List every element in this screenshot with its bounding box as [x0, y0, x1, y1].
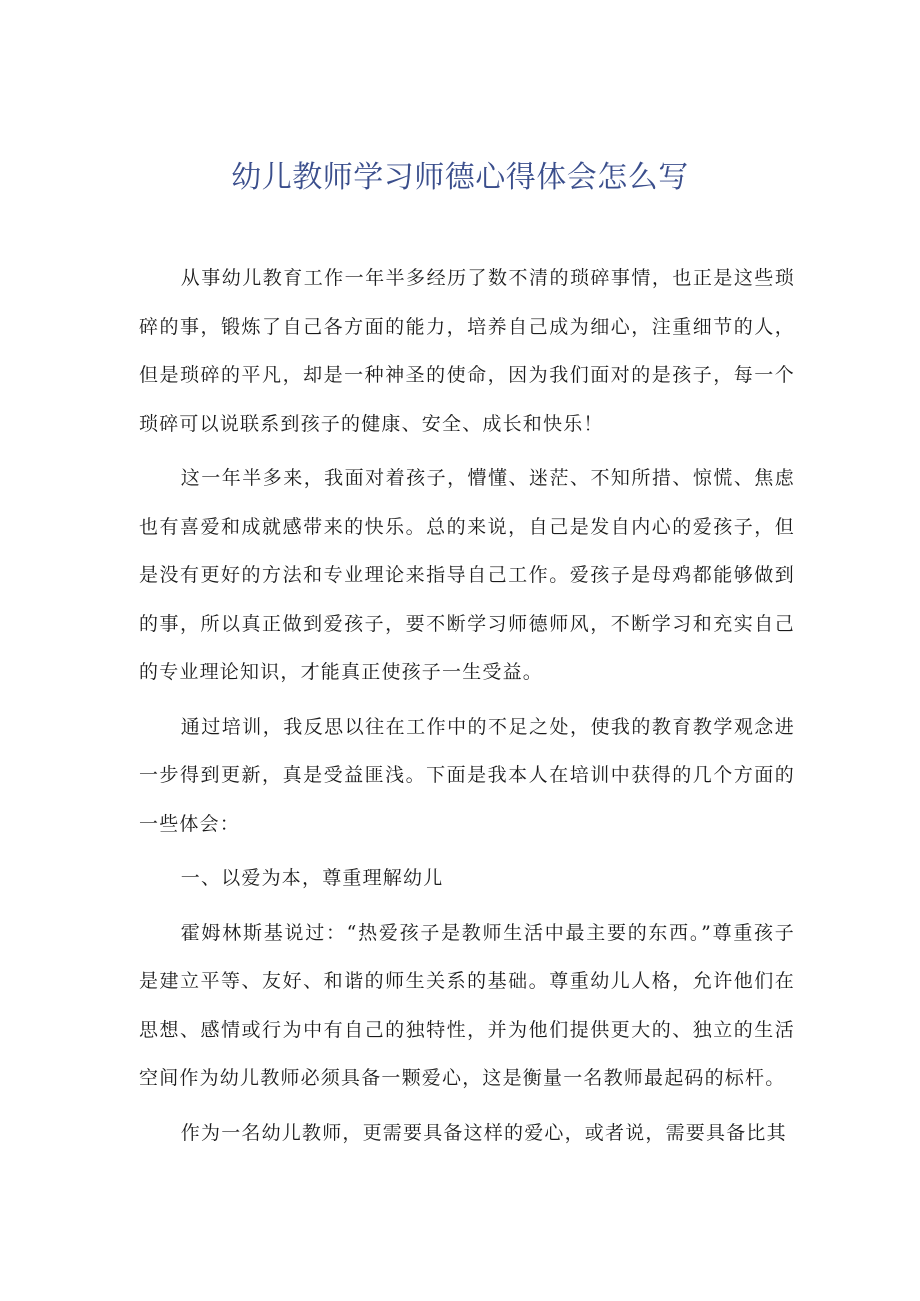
paragraph-3: 通过培训，我反思以往在工作中的不足之处，使我的教育教学观念进一步得到更新，真是受益匪浅。下面是我本人在培训中获得的几个方面的一些体会： — [139, 715, 795, 835]
paragraph-2: 这一年半多来，我面对着孩子，懵懂、迷茫、不知所措、惊慌、焦虑也有喜爱和成就感带来的快乐。总的来说，自己是发自内心的爱孩子，但是没有更好的方法和专业理论来指导自己工作。爱孩子是母鸡都能够做到的事，所以真正做到爱孩子，要不断学习师德师风，不断学习和充实自己的专业理论知识，才能真正使孩子一生受益。 — [139, 467, 795, 683]
paragraph-1: 从事幼儿教育工作一年半多经历了数不清的琐碎事情，也正是这些琐碎的事，锻炼了自己各方面的能力，培养自己成为细心，注重细节的人，但是琐碎的平凡，却是一种神圣的使命，因为我们面对的是孩子，每一个琐碎可以说联系到孩子的健康、安全、成长和快乐！ — [139, 267, 795, 435]
document-title: 幼儿教师学习师德心得体会怎么写 — [231, 160, 689, 195]
paragraph-4: 霍姆林斯基说过：“热爱孩子是教师生活中最主要的东西。”尊重孩子是建立平等、友好、和谐的师生关系的基础。尊重幼儿人格，允许他们在思想、感情或行为中有自己的独特性，并为他们提供更大的、独立的生活空间作为幼儿教师必须具备一颗爱心，这是衡量一名教师最起码的标杆。 — [139, 921, 795, 1089]
paragraph-5: 作为一名幼儿教师，更需要具备这样的爱心，或者说，需要具备比其 — [180, 1121, 787, 1144]
section-heading: 一、以爱为本，尊重理解幼儿 — [180, 867, 444, 889]
document-body — [139, 254, 795, 1157]
